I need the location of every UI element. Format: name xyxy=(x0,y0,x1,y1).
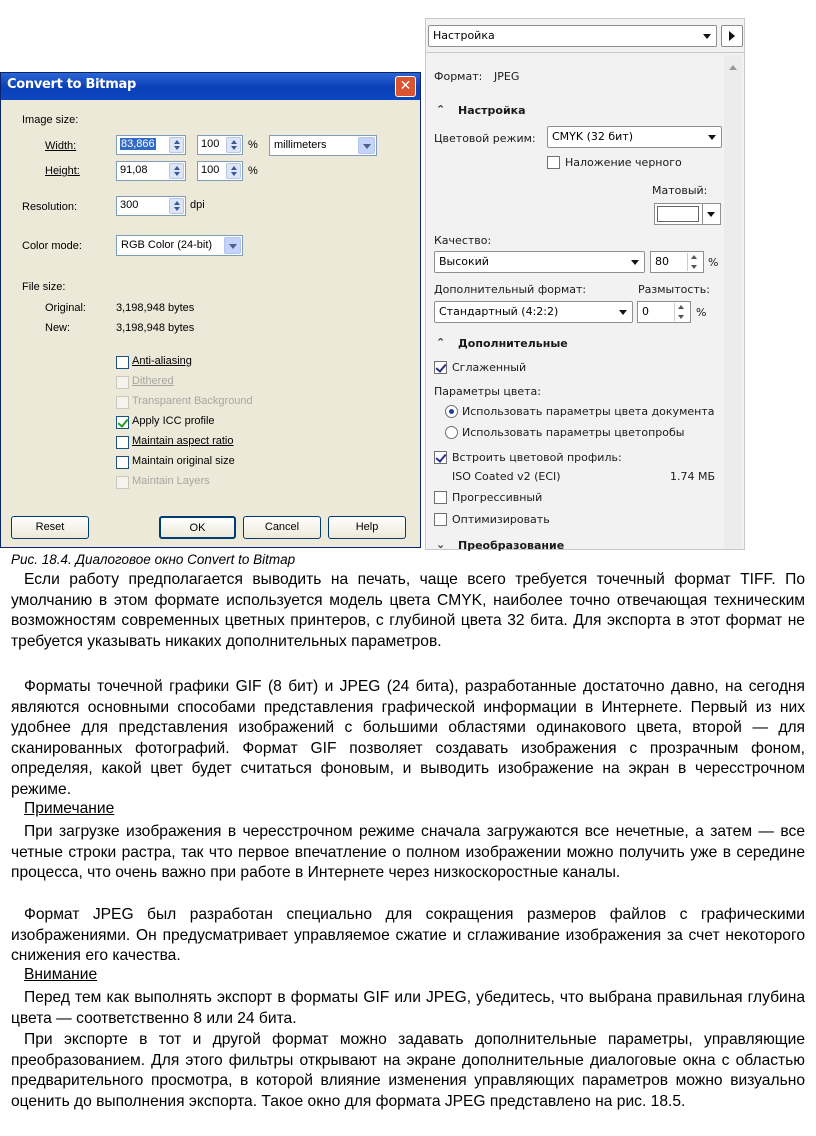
maintain-aspect-label: Maintain aspect ratio xyxy=(132,435,234,447)
quality-percent-sign: % xyxy=(708,256,719,269)
width-label: Width: xyxy=(45,140,77,152)
image-size-label: Image size: xyxy=(22,114,79,126)
color-mode-select[interactable] xyxy=(116,235,243,256)
figure-caption: Рис. 18.4. Диалоговое окно Convert to Bitmap xyxy=(11,552,296,567)
anti-aliasing-label: Anti-aliasing xyxy=(132,355,192,367)
dithered-label: Dithered xyxy=(132,375,174,387)
chevron-down-icon xyxy=(707,212,715,217)
width-spinner-arrows[interactable] xyxy=(169,137,184,153)
preset-value: Настройка xyxy=(433,29,495,42)
collapse-chevron-icon[interactable]: ⌃ xyxy=(436,103,446,116)
embed-profile-label: Встроить цветовой профиль: xyxy=(452,451,622,464)
height-label: Height: xyxy=(45,165,80,177)
blur-percent-sign: % xyxy=(696,306,707,319)
paragraph-3: При загрузке изображения в чересстрочном режиме сначала загружаются все нечетные, а затем — все четные строки растра, так что первое впечатление о полном изображении можно получить уже в середине процесса, что очень важно при работе в Интернете через низкоскоростные каналы. xyxy=(11,823,805,882)
maintain-original-size-label: Maintain original size xyxy=(132,455,235,467)
height-value: 91,08 xyxy=(120,164,148,176)
note-heading: Примечание xyxy=(24,800,115,817)
anti-aliasing-checkbox[interactable] xyxy=(116,356,129,369)
width-percent-input[interactable] xyxy=(197,135,243,155)
panel-color-mode-label: Цветовой режим: xyxy=(434,132,536,145)
chevron-down-icon xyxy=(631,260,639,265)
divider xyxy=(426,52,744,53)
subformat-select[interactable] xyxy=(434,301,633,323)
dialog-title: Convert to Bitmap xyxy=(7,77,136,92)
width-percent-value: 100 xyxy=(201,138,220,150)
apply-icc-checkbox[interactable] xyxy=(116,416,129,429)
chevron-down-icon[interactable] xyxy=(358,137,375,154)
overprint-checkbox[interactable] xyxy=(547,156,560,169)
resolution-input[interactable] xyxy=(116,196,186,216)
cancel-button[interactable]: Cancel xyxy=(243,516,321,539)
smoothed-label: Сглаженный xyxy=(452,361,527,374)
quality-value: Высокий xyxy=(439,255,489,268)
blur-spinner[interactable] xyxy=(674,303,689,321)
format-value: JPEG xyxy=(494,70,520,83)
preset-menu-button[interactable] xyxy=(721,25,743,47)
color-mode-label: Color mode: xyxy=(22,240,82,252)
original-label: Original: xyxy=(45,302,86,314)
resolution-label: Resolution: xyxy=(22,201,78,213)
smoothed-checkbox[interactable] xyxy=(434,361,447,374)
quality-number-input[interactable] xyxy=(650,251,704,273)
transparent-background-checkbox xyxy=(116,396,129,409)
section-settings-header[interactable]: Настройка xyxy=(458,104,526,117)
expand-chevron-icon[interactable]: ⌄ xyxy=(436,538,446,551)
preset-select[interactable] xyxy=(428,25,717,47)
collapse-chevron-icon[interactable]: ⌃ xyxy=(436,336,446,349)
height-percent-value: 100 xyxy=(201,164,220,176)
scrollbar[interactable] xyxy=(724,55,742,549)
optimize-checkbox[interactable] xyxy=(434,513,447,526)
subformat-value: Стандартный (4:2:2) xyxy=(439,305,559,318)
play-arrow-icon xyxy=(729,31,735,41)
width-percent-sign: % xyxy=(248,139,258,151)
color-params-label: Параметры цвета: xyxy=(434,385,541,398)
matte-color-picker[interactable] xyxy=(654,203,721,225)
resolution-value: 300 xyxy=(120,199,139,211)
apply-icc-label: Apply ICC profile xyxy=(132,415,215,427)
paragraph-2: Форматы точечной графики GIF (8 бит) и JPEG (24 бита), разработанные достаточно давно, на сегодня являются основными способами представления графической информации в Интернете. Первый из них удобнее для представления изображений с большими областями одинакового цвета, второй — для сканированных фотографий. Формат GIF позволяет создавать изображения с прозрачным фоном, определяя, какой цвет будет считаться фоновым, и выводить изображение на экран в чересстрочном режиме. xyxy=(11,678,805,798)
progressive-checkbox[interactable] xyxy=(434,491,447,504)
color-mode-value: RGB Color (24-bit) xyxy=(121,239,213,251)
panel-color-mode-value: CMYK (32 бит) xyxy=(552,130,634,143)
radio-proof-colors[interactable] xyxy=(445,426,458,439)
maintain-layers-label: Maintain Layers xyxy=(132,475,210,487)
maintain-layers-checkbox xyxy=(116,476,129,489)
section-advanced-header[interactable]: Дополнительные xyxy=(458,337,568,350)
matte-label: Матовый: xyxy=(652,184,708,197)
height-percent-spinner[interactable] xyxy=(226,163,241,179)
dialog-title-bar[interactable] xyxy=(1,73,420,100)
reset-button[interactable]: Reset xyxy=(11,516,89,539)
radio-proof-colors-label: Использовать параметры цветопробы xyxy=(462,426,685,439)
file-size-label: File size: xyxy=(22,281,66,293)
radio-document-colors[interactable] xyxy=(445,405,458,418)
chevron-down-icon[interactable] xyxy=(224,237,241,254)
embed-profile-checkbox[interactable] xyxy=(434,451,447,464)
original-size: 3,198,948 bytes xyxy=(116,302,195,314)
height-percent-input[interactable] xyxy=(197,161,243,181)
convert-to-bitmap-dialog xyxy=(0,72,421,548)
dpi-label: dpi xyxy=(190,199,205,211)
radio-document-colors-label: Использовать параметры цвета документа xyxy=(462,405,715,418)
maintain-original-size-checkbox[interactable] xyxy=(116,456,129,469)
width-percent-spinner[interactable] xyxy=(226,137,241,153)
chevron-down-icon xyxy=(703,34,711,39)
section-transform-header[interactable]: Преобразование xyxy=(458,539,565,552)
units-select[interactable] xyxy=(269,135,377,156)
paragraph-1: Если работу предполагается выводить на печать, чаще всего требуется точечный формат TIFF. По умолчанию в этом формате используется модель цвета CMYK, наиболее точно отвечающая техническим возможностям современных цветных принтеров, с глубиной цвета 32 бита. Для экспорта в этот формат не требуется указывать никаких дополнительных параметров. xyxy=(11,571,805,650)
ok-button[interactable]: OK xyxy=(159,516,236,539)
quality-select[interactable] xyxy=(434,251,645,273)
matte-dropdown[interactable] xyxy=(702,204,720,224)
subformat-label: Дополнительный формат: xyxy=(434,283,587,296)
quality-number: 80 xyxy=(655,255,669,268)
width-input[interactable] xyxy=(116,135,186,155)
warning-heading: Внимание xyxy=(24,966,98,983)
width-value: 83,866 xyxy=(121,138,155,150)
blur-input[interactable] xyxy=(637,301,691,323)
matte-color-swatch xyxy=(657,206,699,222)
quality-spinner[interactable] xyxy=(687,253,702,271)
height-percent-sign: % xyxy=(248,165,258,177)
profile-size: 1.74 МБ xyxy=(670,470,716,483)
blur-value: 0 xyxy=(642,305,649,318)
overprint-label: Наложение черного xyxy=(565,156,682,169)
progressive-label: Прогрессивный xyxy=(452,491,543,504)
maintain-aspect-checkbox[interactable] xyxy=(116,436,129,449)
chevron-down-icon xyxy=(708,135,716,140)
blur-label: Размытость: xyxy=(638,283,710,296)
new-size: 3,198,948 bytes xyxy=(116,322,195,334)
paragraph-5: Перед тем как выполнять экспорт в форматы GIF или JPEG, убедитесь, что выбрана правильная глубина цвета — соответственно 8 или 24 бита. xyxy=(11,989,805,1027)
optimize-label: Оптимизировать xyxy=(452,513,550,526)
chevron-down-icon xyxy=(619,310,627,315)
dithered-checkbox xyxy=(116,376,129,389)
profile-name: ISO Coated v2 (ECI) xyxy=(452,470,561,483)
transparent-background-label: Transparent Background xyxy=(132,395,253,407)
resolution-spinner[interactable] xyxy=(169,198,184,214)
units-value: millimeters xyxy=(274,139,327,151)
paragraph-4: Формат JPEG был разработан специально для сокращения размеров файлов с графическими изображениями. Он предусматривает управляемое сжатие и сглаживание изображения за счет некоторого снижения его качества. xyxy=(11,906,805,965)
new-label: New: xyxy=(45,322,71,334)
height-input[interactable] xyxy=(116,161,186,181)
help-button[interactable]: Help xyxy=(328,516,406,539)
scroll-up-icon[interactable] xyxy=(729,65,737,70)
quality-label: Качество: xyxy=(434,234,492,247)
height-spinner-arrows[interactable] xyxy=(169,163,184,179)
panel-color-mode-select[interactable] xyxy=(547,126,722,148)
format-label: Формат: xyxy=(434,70,483,83)
paragraph-6: При экспорте в тот и другой формат можно задавать дополнительные параметры, управляющие преобразованием. Для этого фильтры открывают на экране дополнительные диалоговые окна с областью предварительного просмотра, в которой влияние изменения управляющих параметров можно визуально оценить до выполнения экспорта. Такое окно для формата JPEG представлено на рис. 18.5. xyxy=(11,1031,805,1110)
close-icon[interactable]: ✕ xyxy=(395,76,416,97)
jpeg-export-panel xyxy=(425,18,745,550)
